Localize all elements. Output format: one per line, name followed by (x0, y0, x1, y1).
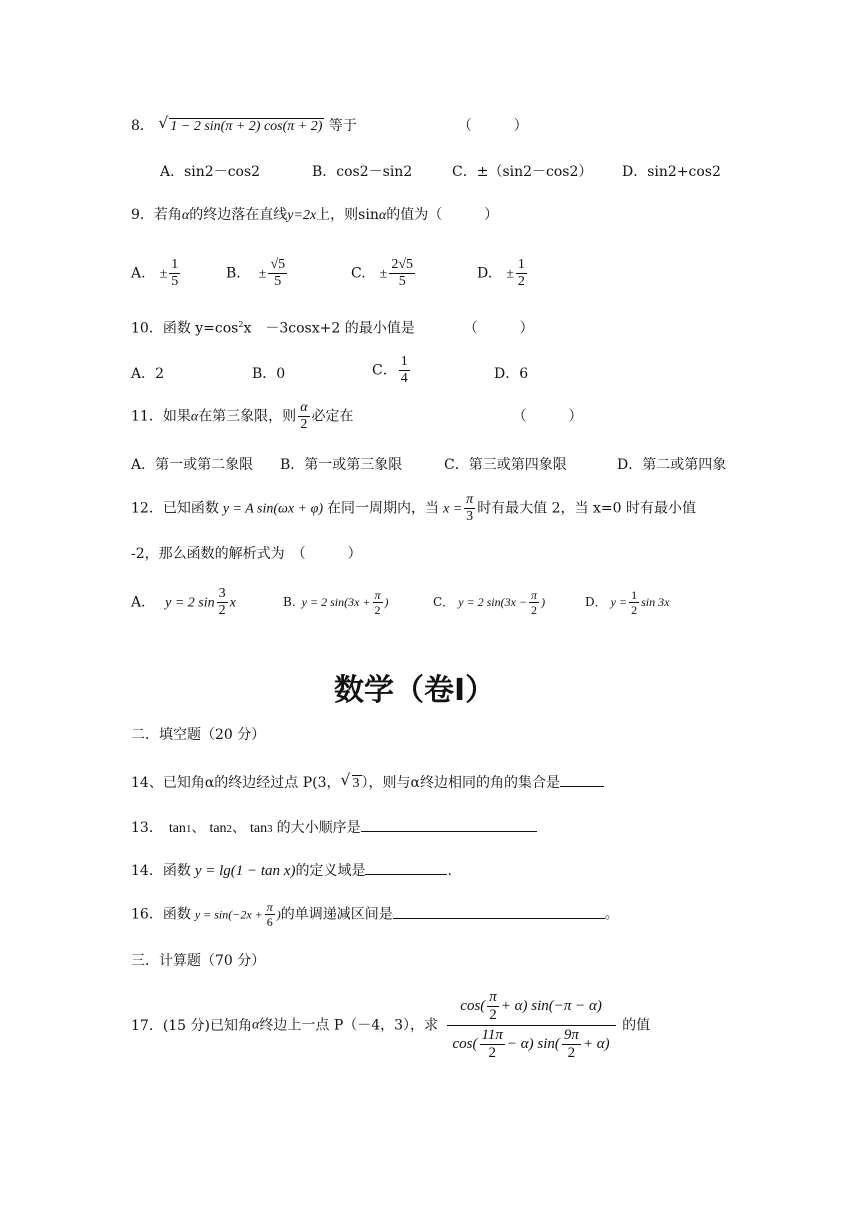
question-8-radical: √ 1 − 2 sin(π + 2) cos(π + 2) (158, 114, 323, 134)
answer-blank[interactable] (560, 774, 604, 787)
question-9: 9．若角α的终边落在直线y=2x上，则sinα的值为（ ） (131, 207, 499, 223)
question-12-option-c: C． y = 2 sin(3x − $\frac{\pi}{2}$ ) (433, 588, 546, 617)
question-17: 17．(15 分)已知角α终边上一点 P（－4，3），求 cos( $\frac{\pi}{2}$ + α) sin(−π − α) cos( $\frac{11\pi}{2}$ − α) sin( $\frac{9\pi}{2}$ + α) 的值 (131, 989, 651, 1061)
question-16: 16．函数 y = sin(−2x + $\frac{\pi}{6}$ )的单调递减区间是 。 (131, 900, 619, 929)
question-13: 13． tan1、 tan2、 tan3 的大小顺序是 (131, 819, 537, 836)
section-title: 数学（卷Ⅰ） (334, 673, 496, 708)
question-8-option-c: C．±（sin2－cos2） (452, 164, 593, 180)
question-10-option-b: B．0 (252, 366, 286, 382)
question-10-option-d: D．6 (494, 366, 529, 382)
line-equation: y=2x (287, 208, 317, 223)
question-9-option-d: D. ± $\frac{1}{2}$ (477, 257, 525, 289)
alpha-symbol: α (181, 208, 190, 223)
question-12-option-d: D． y = $\frac{1}{2}$ sin 3x (585, 588, 670, 617)
answer-paren: （ ） (512, 408, 583, 425)
question-8-option-a: A．sin2－cos2 (160, 164, 261, 180)
question-12-line-2: -2，那么函数的解析式为 （ ） (131, 546, 362, 562)
answer-paren: （ ） (457, 118, 528, 134)
question-11-option-d: D．第二或第四象 (617, 457, 727, 473)
question-9-option-c: C. ± $\frac{2√5}{5}$ (351, 257, 414, 289)
answer-blank[interactable] (365, 862, 447, 875)
question-11: 11．如果α在第三象限，则 $\frac{\alpha}{2}$ 必定在 （ ） (131, 400, 583, 432)
answer-paren: （ ） (463, 320, 534, 337)
fill-in-header: 二．填空题（20 分） (131, 727, 266, 743)
question-12-option-b: B. y = 2 sin(3x + $\frac{\pi}{2}$ ) (283, 588, 389, 617)
answer-blank[interactable] (361, 819, 537, 832)
answer-blank[interactable] (393, 906, 605, 919)
question-8-option-b: B．cos2－sin2 (312, 164, 413, 180)
question-9-option-b: B. ± $\frac{√5}{5}$ (226, 257, 286, 289)
question-8-text: 等于 (328, 118, 357, 134)
question-10: 10．函数 $y=\cos^2x$ －3cosx+2 的最小值是 （ ） (131, 320, 534, 337)
question-14a: 14、已知角α的终边经过点 P(3， √ 3 ），则与α终边相同的角的集合是 (131, 774, 604, 791)
question-11-option-a: A．第一或第二象限 (131, 457, 254, 473)
question-10-option-a: A．2 (131, 366, 165, 382)
question-9-option-a: A. ± $\frac{1}{5}$ (131, 257, 179, 289)
question-11-option-b: B．第一或第三象限 (280, 457, 403, 473)
question-8 (131, 114, 528, 134)
question-8-number: 8． (131, 118, 154, 134)
question-11-option-c: C．第三或第四象限 (444, 457, 567, 473)
calc-header: 三．计算题（70 分） (131, 953, 266, 969)
expression-fraction: cos( $\frac{\pi}{2}$ + α) sin(−π − α) cos( $\frac{11\pi}{2}$ − α) sin( $\frac{9\pi}{2}$ + α) (447, 990, 616, 1061)
question-12-option-a: A． y = 2 sin $\frac{3}{2}$ x (131, 586, 236, 618)
question-14b: 14．函数 y = lg(1 − tan x)的定义域是 . (131, 863, 452, 879)
question-10-option-c: C． $\frac{1}{4}$ (372, 354, 408, 386)
question-8-option-d: D．sin2+cos2 (622, 164, 721, 180)
question-12: 12．已知函数 y = A sin(ωx + φ) 在同一周期内，当 x = $\frac{\pi}{3}$ 时有最大值 2，当 x=0 时有最小值 (131, 492, 696, 524)
